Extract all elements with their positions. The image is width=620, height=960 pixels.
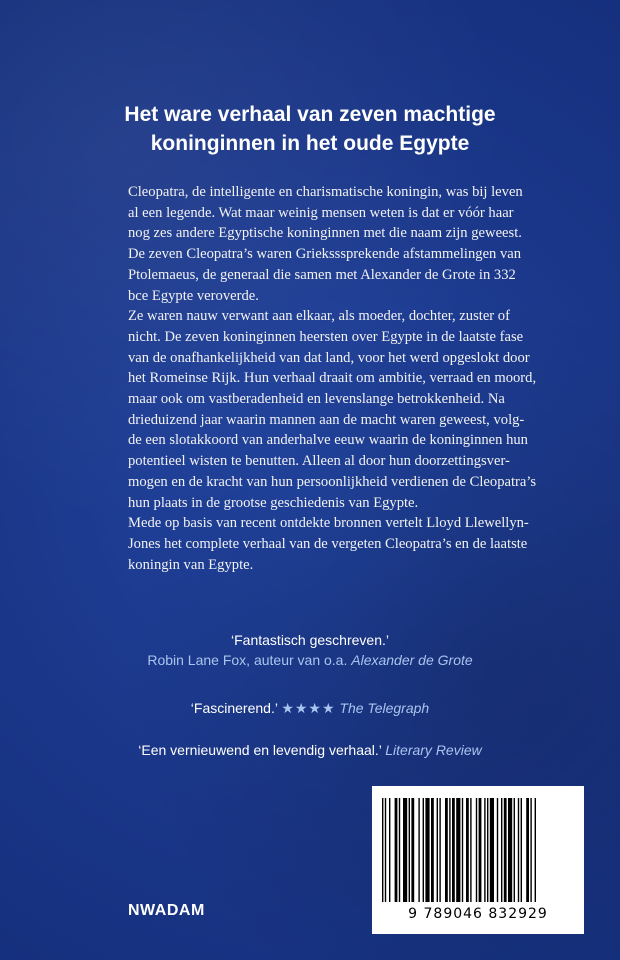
barcode-bar [411, 798, 414, 902]
barcode-bar [479, 798, 482, 902]
blurb-line: koningin van Egypte. [128, 556, 254, 573]
blurb-line: bce Egypte veroverde. [128, 287, 259, 304]
barcode-bar [504, 798, 507, 902]
quote-2-text: ‘Fascinerend.’ [190, 700, 278, 716]
barcode-bar [484, 798, 485, 902]
barcode-bar [521, 798, 522, 902]
barcode-bar [466, 798, 469, 902]
blurb-line: nog zes andere Egyptische koninginnen met die naam zijn geweest. [128, 225, 522, 242]
blurb-line: Cleopatra, de intelligente en charismatische koningin, was bij leven [128, 184, 523, 200]
barcode-bar [456, 798, 460, 902]
quote-1-attribution [0, 650, 620, 670]
blurb-line: Ze waren nauw verwant aan elkaar, als moeder, dochter, zuster of [128, 308, 510, 325]
blurb-line: drieduizend jaar waarin mannen aan de macht waren geweest, volg- [128, 411, 525, 428]
blurb-line: het Romeinse Rijk. Hun verhaal draait om ambitie, verraad en moord, [128, 370, 537, 387]
barcode-bar [399, 798, 400, 902]
blurb-line: Ptolemaeus, de generaal die samen met Alexander de Grote in 332 [128, 266, 516, 283]
blurb-line: nicht. De zeven koninginnen heersten over Egypte in de laatste fase [128, 328, 524, 345]
blurb-line: al een legende. Wat maar weinig mensen weten is dat er vóór haar [128, 204, 514, 221]
barcode-bar [423, 798, 424, 902]
blurb-line: mogen en de kracht van hun persoonlijkheid verdienen de Cleopatra’s [128, 473, 537, 490]
barcode-bar [449, 798, 450, 902]
barcode-bar [431, 798, 434, 902]
barcode-bar [518, 798, 519, 902]
barcode-bar [425, 798, 429, 902]
blurb [128, 182, 537, 575]
star-rating-icon: ★★★★ [281, 700, 336, 716]
barcode-bar [452, 798, 455, 902]
quote-1-author: Robin Lane Fox, auteur van o.a. [147, 652, 348, 668]
barcode-bar [445, 798, 448, 902]
blurb-line: De zeven Cleopatra’s waren Grieksssprekende afstammelingen van [128, 246, 522, 263]
blurb-line: van de onafhankelijkheid van dat land, voor het werd opgeslokt door [128, 349, 530, 366]
blurb-line: potentieel wisten te benutten. Alleen al door hun doorzettingsver- [128, 453, 510, 470]
headline [40, 100, 580, 158]
barcode-bar [389, 798, 390, 902]
barcode-bar [476, 798, 477, 902]
barcode-bar [487, 798, 488, 902]
barcode [372, 786, 584, 934]
barcode-bar [501, 798, 502, 902]
headline-line-1: Het ware verhaal van zeven machtige [124, 103, 496, 126]
quote-1 [0, 630, 620, 670]
barcode-bar [439, 798, 440, 902]
quote-1-work: Alexander de Grote [351, 652, 473, 668]
isbn-number: 9 789046 832929 [408, 906, 548, 922]
barcode-bar [497, 798, 498, 902]
barcode-bar [535, 798, 536, 902]
headline-line-2: koninginnen in het oude Egypte [150, 132, 470, 155]
barcode-bar [409, 798, 410, 902]
barcode-bar [462, 798, 463, 902]
blurb-line: maar ook om vastberadenheid en levenslange betrokkenheid. Na [128, 391, 505, 408]
barcode-bar [490, 798, 494, 902]
quote-2 [0, 698, 620, 718]
quote-3-text: ‘Een vernieuwend en levendig verhaal.’ [138, 742, 382, 758]
blurb-line: Jones het complete verhaal van de vergeten Cleopatra’s en de laatste [128, 535, 528, 552]
barcode-bar [470, 798, 471, 902]
review-quotes [0, 630, 620, 760]
quote-2-source: The Telegraph [339, 700, 430, 716]
quote-3 [0, 740, 620, 760]
barcode-bar [514, 798, 515, 902]
barcode-bar [530, 798, 531, 902]
barcode-bar [508, 798, 512, 902]
barcode-bar [437, 798, 438, 902]
blurb-line: de een slotakkoord van anderhalve eeuw waarin de koninginnen hun [128, 432, 528, 449]
quote-1-text: ‘Fantastisch geschreven.’ [231, 632, 389, 648]
barcode-bars [382, 798, 574, 902]
blurb-line: Mede op basis van recent ontdekte bronnen vertelt Lloyd Llewellyn- [128, 515, 529, 532]
barcode-bar [526, 798, 529, 902]
barcode-bar [418, 798, 419, 902]
blurb-line: hun plaats in de grootse geschiedenis van Egypte. [128, 494, 419, 511]
barcode-bar [395, 798, 398, 902]
barcode-bar [385, 798, 386, 902]
barcode-bar [403, 798, 407, 902]
barcode-bar [382, 798, 383, 902]
quote-3-source: Literary Review [385, 742, 482, 758]
publisher-logo: NWADAM [128, 902, 205, 919]
